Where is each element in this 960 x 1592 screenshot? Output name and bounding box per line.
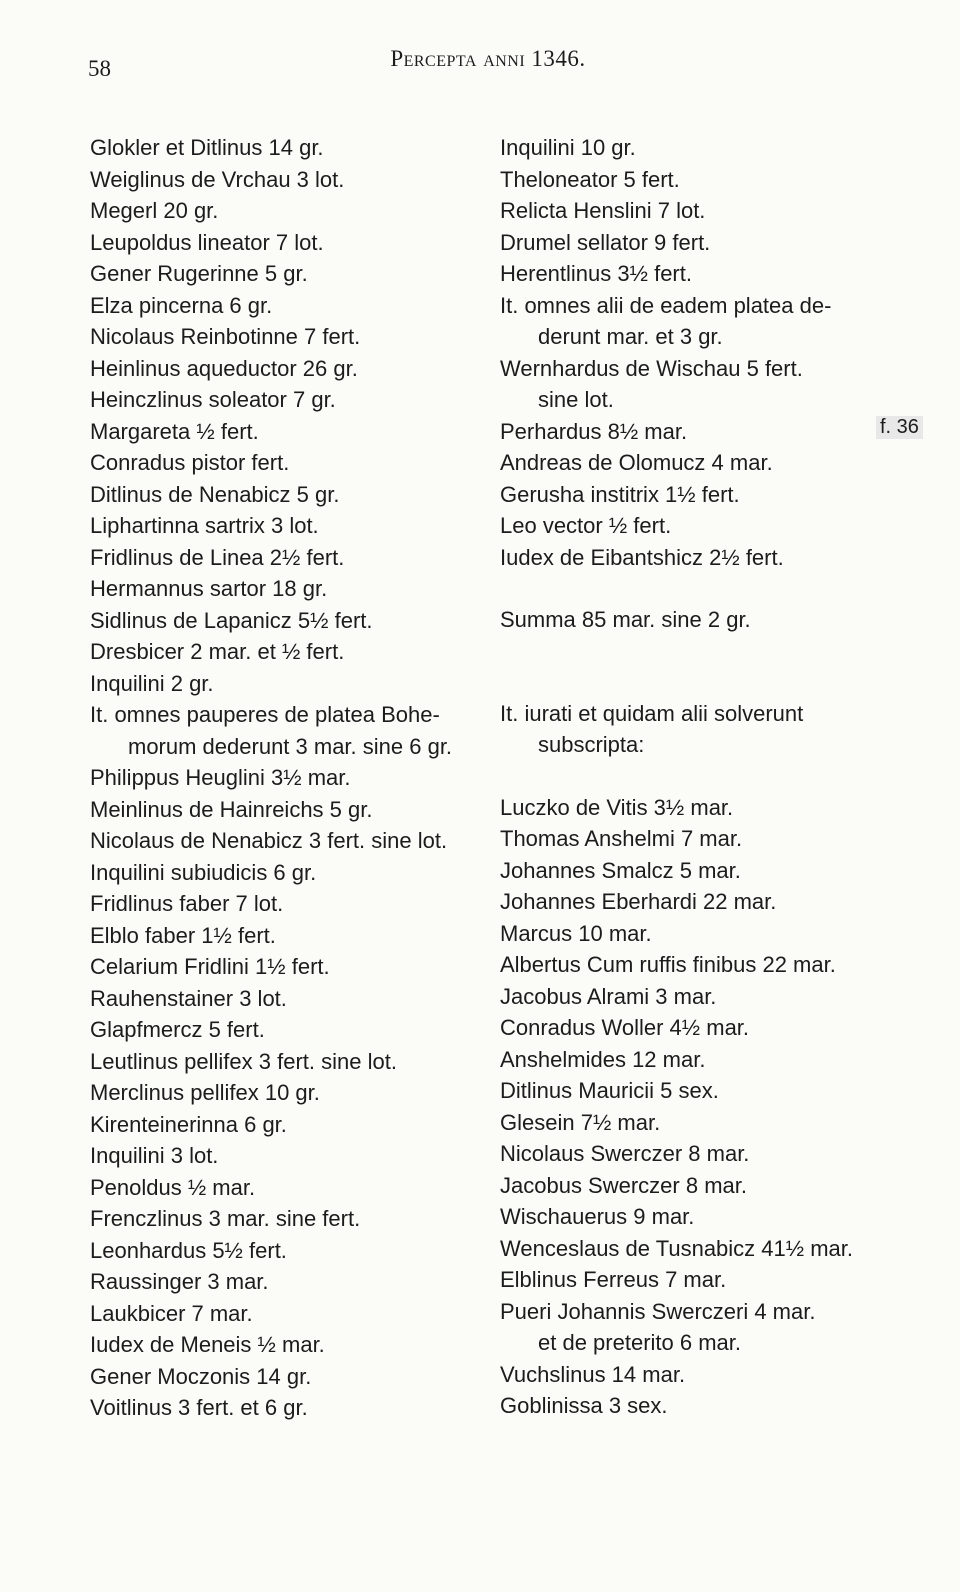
ledger-entry: Raussinger 3 mar.	[90, 1269, 269, 1294]
ledger-entry: Elblinus Ferreus 7 mar.	[500, 1267, 727, 1292]
ledger-entry: Leutlinus pellifex 3 fert. sine lot.	[90, 1048, 397, 1074]
ledger-entry: Gerusha institrix 1½ fert.	[500, 481, 740, 507]
ledger-entry: Leupoldus lineator 7 lot.	[90, 229, 324, 255]
spacer	[500, 636, 880, 698]
ledger-entry: Inquilini 2 gr.	[90, 670, 214, 696]
ledger-entry: It. omnes pauperes de platea Bohe-	[90, 702, 440, 727]
ledger-entry: subscripta:	[538, 732, 645, 757]
ledger-entry: Anshelmides 12 mar.	[500, 1046, 706, 1072]
ledger-entry: Nicolaus Reinbotinne 7 fert.	[90, 324, 361, 349]
running-title: Percepta anni 1346.	[390, 46, 586, 71]
ledger-entry: Nicolaus Swerczer 8 mar.	[500, 1141, 750, 1166]
ledger-entry: Penoldus ½ mar.	[90, 1174, 256, 1200]
ledger-entry: Vuchslinus 14 mar.	[500, 1361, 686, 1387]
ledger-entry: Inquilini 10 gr.	[500, 135, 636, 160]
ledger-entry: Gener Moczonis 14 gr.	[90, 1363, 312, 1389]
ledger-entry: Margareta ½ fert.	[90, 418, 259, 444]
ledger-entry: Albertus Cum ruffis finibus 22 mar.	[500, 952, 836, 977]
ledger-entry: Thomas Anshelmi 7 mar.	[500, 826, 743, 851]
ledger-entry: Wernhardus de Wischau 5 fert.	[500, 355, 803, 381]
ledger-entry: Heinlinus aqueductor 26 gr.	[90, 355, 358, 381]
ledger-entry: Merclinus pellifex 10 gr.	[90, 1080, 320, 1105]
left-column	[90, 132, 490, 1424]
ledger-entry: Johannes Eberhardi 22 mar.	[500, 889, 777, 914]
spacer	[500, 761, 880, 792]
page-number: 58	[88, 56, 111, 81]
ledger-entry: Sidlinus de Lapanicz 5½ fert.	[90, 607, 373, 633]
ledger-entry: Meinlinus de Hainreichs 5 gr.	[90, 796, 373, 822]
ledger-entry: Pueri Johannis Swerczeri 4 mar.	[500, 1298, 816, 1324]
ledger-entry: sine lot.	[538, 387, 614, 412]
ledger-entry: Megerl 20 gr.	[90, 198, 219, 223]
spacer	[500, 573, 880, 604]
ledger-entry: Elblo faber 1½ fert.	[90, 922, 276, 948]
ledger-entry: Glapfmercz 5 fert.	[90, 1017, 265, 1042]
ledger-entry: Conradus pistor fert.	[90, 450, 290, 475]
ledger-entry: Inquilini 3 lot.	[90, 1143, 219, 1168]
ledger-entry: Laukbicer 7 mar.	[90, 1300, 253, 1326]
ledger-entry: Summa 85 mar. sine 2 gr.	[500, 607, 751, 632]
ledger-entry: morum dederunt 3 mar. sine 6 gr.	[128, 733, 453, 759]
ledger-entry: Voitlinus 3 fert. et 6 gr.	[90, 1395, 308, 1420]
ledger-entry: Kirenteinerinna 6 gr.	[90, 1111, 287, 1137]
ledger-entry: Fridlinus faber 7 lot.	[90, 891, 284, 916]
ledger-entry: Dresbicer 2 mar. et ½ fert.	[90, 639, 345, 664]
ledger-entry: Luczko de Vitis 3½ mar.	[500, 794, 734, 820]
ledger-entry: Rauhenstainer 3 lot.	[90, 985, 287, 1011]
ledger-entry: Wenceslaus de Tusnabicz 41½ mar.	[500, 1235, 854, 1261]
ledger-entry: Nicolaus de Nenabicz 3 fert. sine lot.	[90, 828, 448, 853]
ledger-entry: Wischauerus 9 mar.	[500, 1204, 695, 1229]
right-column	[500, 132, 880, 1422]
ledger-entry: Glokler et Ditlinus 14 gr.	[90, 135, 324, 160]
ledger-entry: Celarium Fridlini 1½ fert.	[90, 954, 330, 979]
ledger-entry: Liphartinna sartrix 3 lot.	[90, 513, 319, 538]
ledger-entry: Glesein 7½ mar.	[500, 1109, 661, 1135]
ledger-entry: Jacobus Swerczer 8 mar.	[500, 1172, 747, 1198]
ledger-entry: Theloneator 5 fert.	[500, 166, 680, 192]
ledger-entry: Johannes Smalcz 5 mar.	[500, 857, 741, 883]
ledger-entry: Iudex de Meneis ½ mar.	[90, 1332, 325, 1357]
ledger-entry: Frenczlinus 3 mar. sine fert.	[90, 1206, 361, 1231]
ledger-entry: Philippus Heuglini 3½ mar.	[90, 765, 351, 790]
ledger-entry: Leo vector ½ fert.	[500, 513, 672, 538]
ledger-entry: Herentlinus 3½ fert.	[500, 261, 692, 286]
ledger-entry: Ditlinus Mauricii 5 sex.	[500, 1078, 719, 1103]
ledger-entry: Marcus 10 mar.	[500, 920, 652, 946]
folio-marginal-note: f. 36	[876, 416, 923, 439]
ledger-entry: Goblinissa 3 sex.	[500, 1393, 668, 1418]
ledger-entry: It. omnes alii de eadem platea de-	[500, 292, 832, 318]
ledger-entry: Andreas de Olomucz 4 mar.	[500, 450, 773, 475]
ledger-entry: Gener Rugerinne 5 gr.	[90, 261, 308, 286]
ledger-entry: Perhardus 8½ mar.	[500, 418, 688, 444]
ledger-entry: Weiglinus de Vrchau 3 lot.	[90, 166, 345, 192]
ledger-entry: Inquilini subiudicis 6 gr.	[90, 859, 317, 885]
ledger-entry: Relicta Henslini 7 lot.	[500, 198, 706, 223]
ledger-entry: et de preterito 6 mar.	[538, 1330, 741, 1355]
ledger-entry: Iudex de Eibantshicz 2½ fert.	[500, 544, 784, 570]
ledger-entry: Ditlinus de Nenabicz 5 gr.	[90, 481, 340, 507]
ledger-entry: Heinczlinus soleator 7 gr.	[90, 387, 336, 412]
page-header	[88, 44, 888, 80]
ledger-entry: Jacobus Alrami 3 mar.	[500, 983, 717, 1009]
ledger-entry: Hermannus sartor 18 gr.	[90, 576, 328, 601]
ledger-entry: Leonhardus 5½ fert.	[90, 1237, 287, 1263]
ledger-entry: Fridlinus de Linea 2½ fert.	[90, 544, 345, 570]
ledger-entry: derunt mar. et 3 gr.	[538, 324, 723, 349]
ledger-entry: Drumel sellator 9 fert.	[500, 229, 711, 255]
ledger-entry: Conradus Woller 4½ mar.	[500, 1015, 750, 1040]
ledger-entry: Elza pincerna 6 gr.	[90, 292, 273, 318]
ledger-entry: It. iurati et quidam alii solverunt	[500, 700, 804, 726]
